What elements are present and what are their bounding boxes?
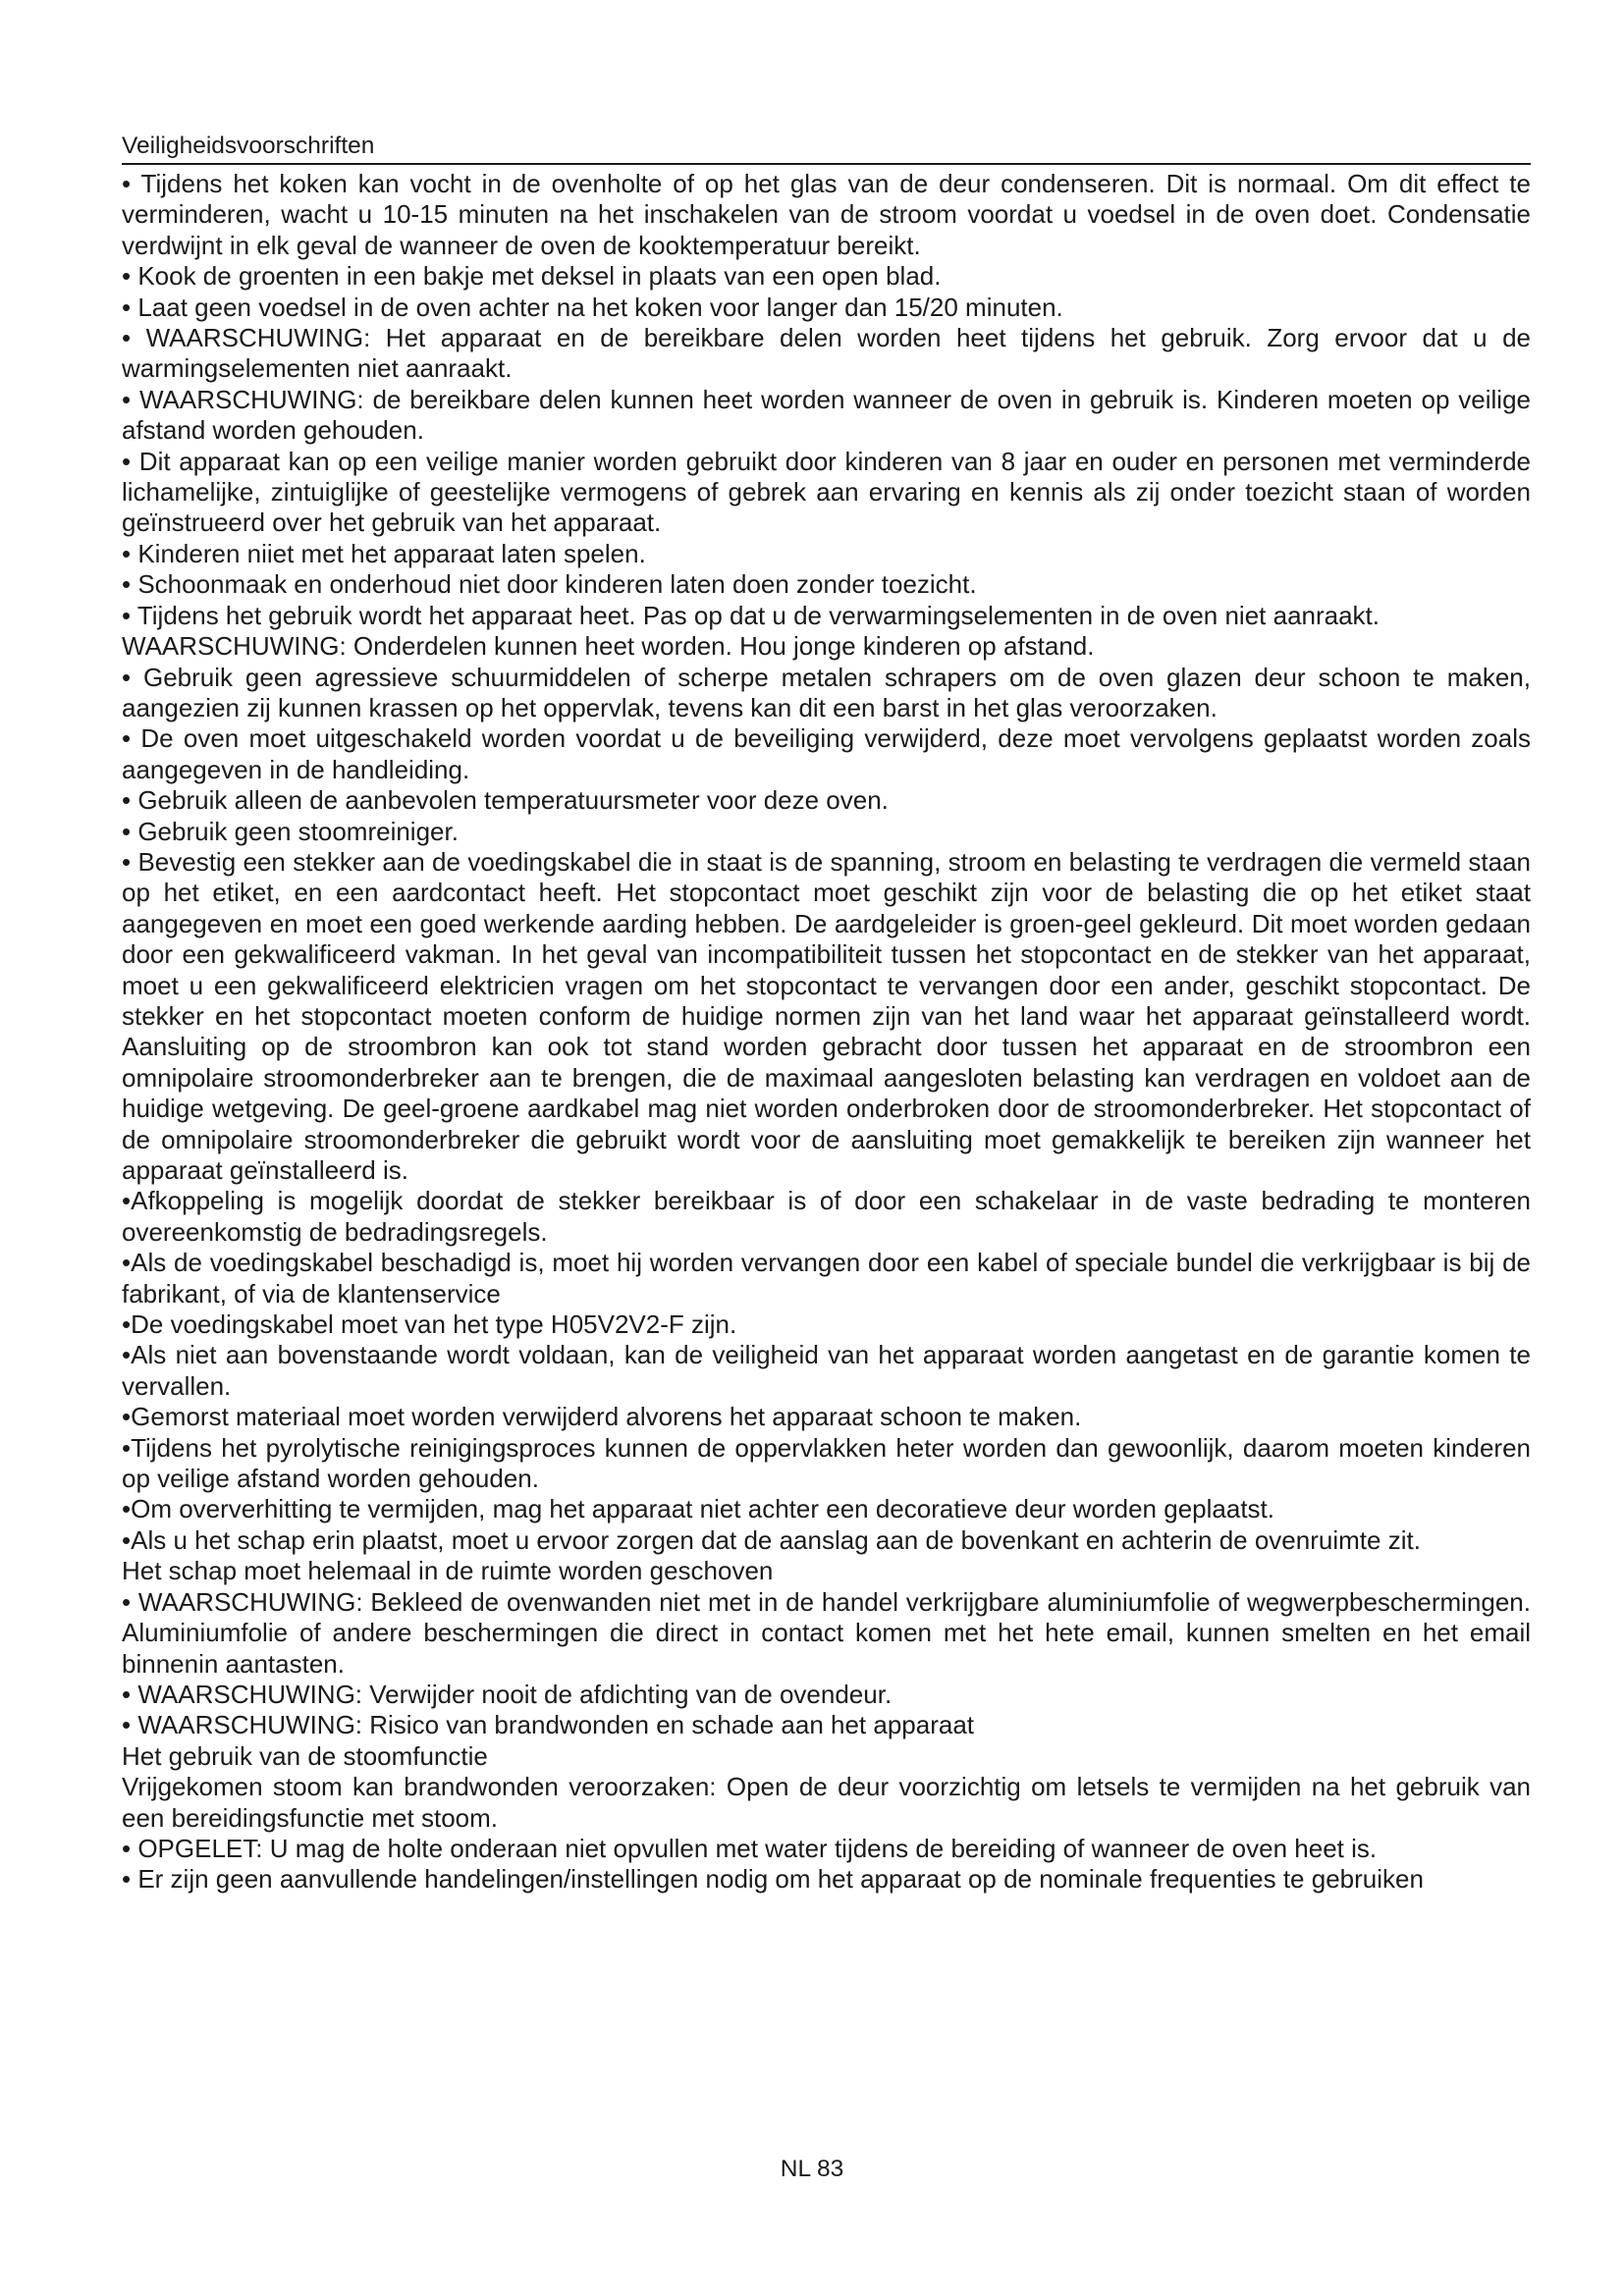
paragraph: • OPGELET: U mag de holte onderaan niet opvullen met water tijdens de bereiding of wanneer de oven heet is. xyxy=(122,1833,1378,1863)
safety-instructions xyxy=(122,169,1531,1896)
paragraph: •Als de voedingskabel beschadigd is, moet hij worden vervangen door een kabel of speciale bundel die verkrijgbaar is bij de fabrikant, of via de klantenservice xyxy=(122,1248,1531,1308)
paragraph: • Laat geen voedsel in de oven achter na het koken voor langer dan 15/20 minuten. xyxy=(122,292,1063,322)
paragraph: • Bevestig een stekker aan de voedingskabel die in staat is de spanning, stroom en belasting te verdragen die vermeld staan op het etiket, en een aardcontact heeft. Het stopcontact moet geschikt zijn voor de belasting die op het etiket staat aangegeven en moet een goed werkende aarding hebben. De aardgeleider is groen-geel gekleurd. Dit moet worden gedaan door een gekwalificeerd vakman. In het geval van incompatibiliteit tussen het stopcontact en de stekker van het apparaat, moet u een gekwalificeerd elektricien vragen om het stopcontact te vervangen door een ander, geschikt stopcontact. De stekker en het stopcontact moeten conform de huidige normen zijn van het land waar het apparaat geïnstalleerd wordt. Aansluiting op de stroombron kan ook tot stand worden gebracht door tussen het apparaat en de stroombron een omnipolaire stroomonderbreker aan te brengen, die de maximaal aangesloten belasting kan verdragen en voldoet aan de huidige wetgeving. De geel-groene aardkabel mag niet worden onderbroken door de stroomonderbreker. Het stopcontact of de omnipolaire stroomonderbreker die gebruikt wordt voor de aansluiting moet gemakkelijk te bereiken zijn wanneer het apparaat geïnstalleerd is. xyxy=(122,846,1531,1185)
paragraph: • Tijdens het gebruik wordt het apparaat heet. Pas op dat u de verwarmingselementen in de oven niet aanraakt. xyxy=(122,600,1380,630)
paragraph: •De voedingskabel moet van het type H05V2V2-F zijn. xyxy=(122,1309,737,1340)
paragraph: • Kinderen niiet met het apparaat laten spelen. xyxy=(122,538,646,568)
paragraph: • De oven moet uitgeschakeld worden voordat u de beveiliging verwijderd, deze moet vervolgens geplaatst worden zoals aangegeven in de handleiding. xyxy=(122,723,1531,784)
paragraph: Vrijgekomen stoom kan brandwonden veroorzaken: Open de deur voorzichtig om letsels te vermijden na het gebruik van een bereidingsfunctie met stoom. xyxy=(122,1772,1531,1833)
paragraph: • Tijdens het koken kan vocht in de ovenholte of op het glas van de deur condenseren. Dit is normaal. Om dit effect te verminderen, wacht u 10-15 minuten na het inschakelen van de stroom voordat u voedsel in de oven doet. Condensatie verdwijnt in elk geval de wanneer de oven de kooktemperatuur bereikt. xyxy=(122,169,1531,260)
paragraph: •Als niet aan bovenstaande wordt voldaan, kan de veiligheid van het apparaat worden aangetast en de garantie komen te vervallen. xyxy=(122,1340,1531,1401)
paragraph: • WAARSCHUWING: Het apparaat en de bereikbare delen worden heet tijdens het gebruik. Zorg ervoor dat u de warmingselementen niet aanraakt. xyxy=(122,323,1531,384)
paragraph: •Als u het schap erin plaatst, moet u ervoor zorgen dat de aanslag aan de bovenkant en achterin de ovenruimte zit. xyxy=(122,1524,1421,1555)
paragraph: •Om oververhitting te vermijden, mag het apparaat niet achter een decoratieve deur worden geplaatst. xyxy=(122,1494,1274,1524)
paragraph: • Schoonmaak en onderhoud niet door kinderen laten doen zonder toezicht. xyxy=(122,569,977,600)
page-number: NL 83 xyxy=(780,2156,844,2182)
paragraph: Het gebruik van de stoomfunctie xyxy=(122,1740,488,1771)
paragraph: • Dit apparaat kan op een veilige manier worden gebruikt door kinderen van 8 jaar en ouder en personen met verminderde lichamelijke, zintuiglijke of geestelijke vermogens of gebrek aan ervaring en kennis als zij onder toezicht staan of worden geïnstrueerd over het gebruik van het apparaat. xyxy=(122,446,1531,538)
paragraph: • Er zijn geen aanvullende handelingen/instellingen nodig om het apparaat op de nominale frequenties te gebruiken xyxy=(122,1864,1424,1895)
document-page xyxy=(122,132,1531,1896)
paragraph: •Afkoppeling is mogelijk doordat de stekker bereikbaar is of door een schakelaar in de vaste bedrading te monteren overeenkomstig de bedradingsregels. xyxy=(122,1186,1531,1247)
paragraph: • WAARSCHUWING: de bereikbare delen kunnen heet worden wanneer de oven in gebruik is. Kinderen moeten op veilige afstand worden gehouden. xyxy=(122,384,1531,446)
paragraph: • Kook de groenten in een bakje met deksel in plaats van een open blad. xyxy=(122,261,942,292)
paragraph: • WAARSCHUWING: Bekleed de ovenwanden niet met in de handel verkrijgbare aluminiumfolie of wegwerpbeschermingen. Aluminiumfolie of andere beschermingen die direct in contact komen met het hete email, kunnen smelten en het email binnenin aantasten. xyxy=(122,1586,1531,1679)
paragraph: •Tijdens het pyrolytische reinigingsproces kunnen de oppervlakken heter worden dan gewoonlijk, daarom moeten kinderen op veilige afstand worden gehouden. xyxy=(122,1432,1531,1494)
paragraph: • WAARSCHUWING: Verwijder nooit de afdichting van de ovendeur. xyxy=(122,1679,893,1709)
paragraph: Het schap moet helemaal in de ruimte worden geschoven xyxy=(122,1556,774,1586)
paragraph: • Gebruik alleen de aanbevolen temperatuursmeter voor deze oven. xyxy=(122,785,889,816)
paragraph: • Gebruik geen agressieve schuurmiddelen of scherpe metalen schrapers om de oven glazen deur schoon te maken, aangezien zij kunnen krassen op het oppervlak, tevens kan dit een barst in het glas veroorzaken. xyxy=(122,662,1531,722)
paragraph: • WAARSCHUWING: Risico van brandwonden en schade aan het apparaat xyxy=(122,1710,975,1740)
paragraph: • Gebruik geen stoomreiniger. xyxy=(122,816,459,846)
paragraph: WAARSCHUWING: Onderdelen kunnen heet worden. Hou jonge kinderen op afstand. xyxy=(122,631,1095,662)
section-heading: Veiligheidsvoorschriften xyxy=(122,132,1531,165)
paragraph: •Gemorst materiaal moet worden verwijderd alvorens het apparaat schoon te maken. xyxy=(122,1402,1082,1432)
